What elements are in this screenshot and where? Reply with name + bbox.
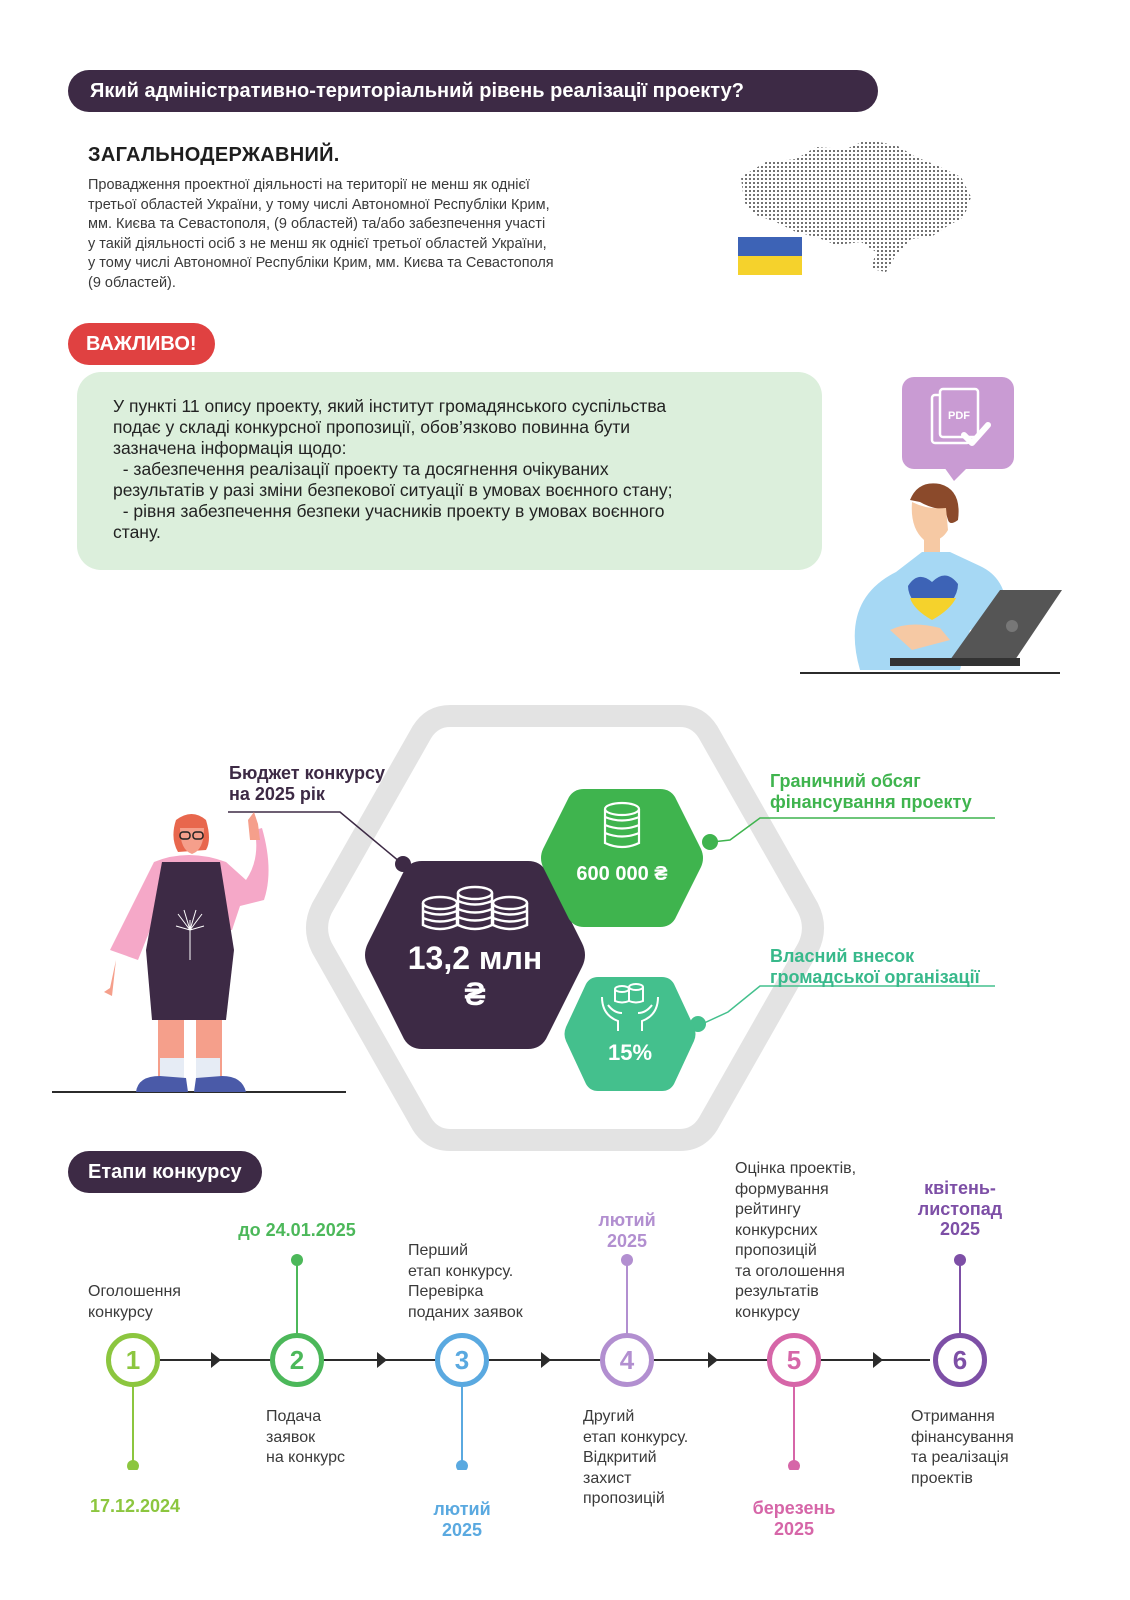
own-label-line: Власний внесок xyxy=(770,946,915,966)
stage-text-line: конкурсу xyxy=(88,1303,153,1321)
stage-date-line: 2025 xyxy=(606,1230,648,1251)
stage-date-line: 2025 xyxy=(441,1519,483,1540)
stage-text-line: Подача xyxy=(266,1408,322,1425)
speech-bubble-tail xyxy=(944,467,968,481)
stage-text-line: етап конкурсу. xyxy=(583,1428,689,1446)
stage-text-line: заявок xyxy=(266,1428,316,1446)
stage-1-text xyxy=(88,1282,181,1323)
pdf-label: PDF xyxy=(948,410,970,422)
stage-4-date xyxy=(577,1210,677,1251)
stage-1-marker: 1 xyxy=(106,1333,160,1387)
level-description xyxy=(88,176,648,293)
stage-6-text xyxy=(911,1407,1014,1489)
note-line: - рівня забезпечення безпеки учасників проекту в умовах воєнного xyxy=(113,501,665,521)
own-contribution-value: 15% xyxy=(607,1040,653,1065)
stage-6-date xyxy=(895,1178,1025,1240)
budget-label xyxy=(229,763,385,805)
own-label-line: громадської організації xyxy=(770,967,980,987)
stage-5-text xyxy=(735,1159,856,1323)
stage-5-marker: 5 xyxy=(767,1333,821,1387)
stage-text-line: рейтингу xyxy=(735,1201,801,1218)
stage-date-line: лютий xyxy=(433,1499,491,1519)
stage-date-line: до 24.01.2025 xyxy=(238,1220,356,1240)
level-heading: ЗАГАЛЬНОДЕРЖАВНИЙ. xyxy=(88,144,340,166)
stage-date-line: 2025 xyxy=(773,1518,815,1539)
stage-text-line: Отримання xyxy=(911,1408,995,1425)
stage-text-line: на конкурс xyxy=(266,1449,345,1466)
stage-4-text xyxy=(583,1407,688,1510)
stage-2-text xyxy=(266,1407,345,1469)
ukraine-flag-icon xyxy=(738,237,802,275)
stage-6-marker: 6 xyxy=(933,1333,987,1387)
stage-3-date xyxy=(412,1499,512,1540)
grant-limit-value: 600 000 ₴ xyxy=(576,863,668,885)
stage-text-line: Перевірка xyxy=(408,1283,484,1300)
stage-date-line: 2025 xyxy=(939,1219,981,1239)
note-line: - забезпечення реалізації проекту та досягнення очікуваних xyxy=(113,459,609,479)
stage-3-text xyxy=(408,1241,523,1323)
total-budget-currency: ₴ xyxy=(464,976,486,1012)
stage-text-line: проектів xyxy=(911,1469,973,1487)
stage-text-line: формування xyxy=(735,1180,829,1198)
stage-5-date xyxy=(729,1498,859,1539)
level-line: мм. Києва та Севастополя, (9 областей) та/або забезпечення участі xyxy=(88,216,546,232)
level-line: Провадження проектної діяльності на території не менш як однієї xyxy=(88,177,530,193)
level-line: третьої областей України, у тому числі Автономної Республіки Крим, xyxy=(88,196,550,213)
stage-text-line: та оголошення xyxy=(735,1262,845,1280)
stage-2-date xyxy=(222,1220,372,1241)
stage-text-line: поданих заявок xyxy=(408,1303,523,1321)
level-question-banner: Який адміністративно-територіальний рівень реалізації проекту? xyxy=(68,70,878,112)
stage-text-line: пропозицій xyxy=(583,1490,665,1507)
stage-text-line: Другий xyxy=(583,1408,635,1425)
stage-date-line: березень xyxy=(752,1498,836,1518)
stage-date-line: квітень- xyxy=(924,1178,996,1198)
stage-4-marker: 4 xyxy=(600,1333,654,1387)
woman-pointing-illustration xyxy=(50,810,350,1100)
grant-label-line: фінансування проекту xyxy=(770,792,972,812)
total-budget-amount: 13,2 млн xyxy=(407,940,543,976)
important-note xyxy=(77,372,822,570)
stage-text-line: та реалізація xyxy=(911,1449,1009,1466)
note-line: У пункті 11 опису проекту, який інститут громадянського суспільства xyxy=(113,396,667,416)
stage-text-line: пропозицій xyxy=(735,1242,817,1259)
stages-title: Етапи конкурсу xyxy=(68,1151,262,1193)
stage-text-line: фінансування xyxy=(911,1428,1014,1446)
pdf-document-icon xyxy=(902,377,1014,469)
grant-limit-hexagon xyxy=(538,785,706,931)
stage-text-line: Перший xyxy=(408,1242,469,1259)
budget-label-line: на 2025 рік xyxy=(229,784,325,804)
person-laptop-illustration xyxy=(800,480,1080,680)
stage-text-line: Оцінка проектів, xyxy=(735,1160,857,1177)
level-line: у такій діяльності осіб з не менш як однієї третьої областей України, xyxy=(88,235,547,252)
own-contribution-label xyxy=(770,946,980,988)
stage-1-date xyxy=(60,1496,210,1517)
stage-date-line: лютий xyxy=(598,1210,656,1230)
grant-limit-label xyxy=(770,771,972,813)
stage-text-line: конкурсу xyxy=(735,1303,800,1321)
note-line: стану. xyxy=(113,522,161,542)
total-budget-value xyxy=(360,940,590,1012)
stage-2-marker: 2 xyxy=(270,1333,324,1387)
note-line: подає у складі конкурсної пропозиції, обов’язково повинна бути xyxy=(113,417,631,437)
grant-label-line: Граничний обсяг xyxy=(770,771,921,791)
stage-text-line: захист xyxy=(583,1469,632,1487)
stage-text-line: Відкритий xyxy=(583,1449,657,1466)
budget-label-line: Бюджет конкурсу xyxy=(229,763,386,783)
stage-text-line: Оголошення xyxy=(88,1283,181,1300)
stage-date-line: листопад xyxy=(917,1198,1003,1219)
stage-text-line: конкурсних xyxy=(735,1221,818,1239)
level-line: у тому числі Автономної Республіки Крим, мм. Києва та Севастополя xyxy=(88,255,554,271)
note-line: результатів у разі зміни безпекової ситуації в умовах воєнного стану; xyxy=(113,480,673,500)
own-contribution-hexagon xyxy=(562,973,698,1095)
stage-date-line: 17.12.2024 xyxy=(89,1496,181,1516)
stage-text-line: результатів xyxy=(735,1283,819,1300)
stage-3-marker: 3 xyxy=(435,1333,489,1387)
note-line: зазначена інформація щодо: xyxy=(113,438,347,458)
level-line: (9 областей). xyxy=(88,274,176,291)
stage-text-line: етап конкурсу. xyxy=(408,1262,514,1280)
important-badge: ВАЖЛИВО! xyxy=(68,323,215,365)
